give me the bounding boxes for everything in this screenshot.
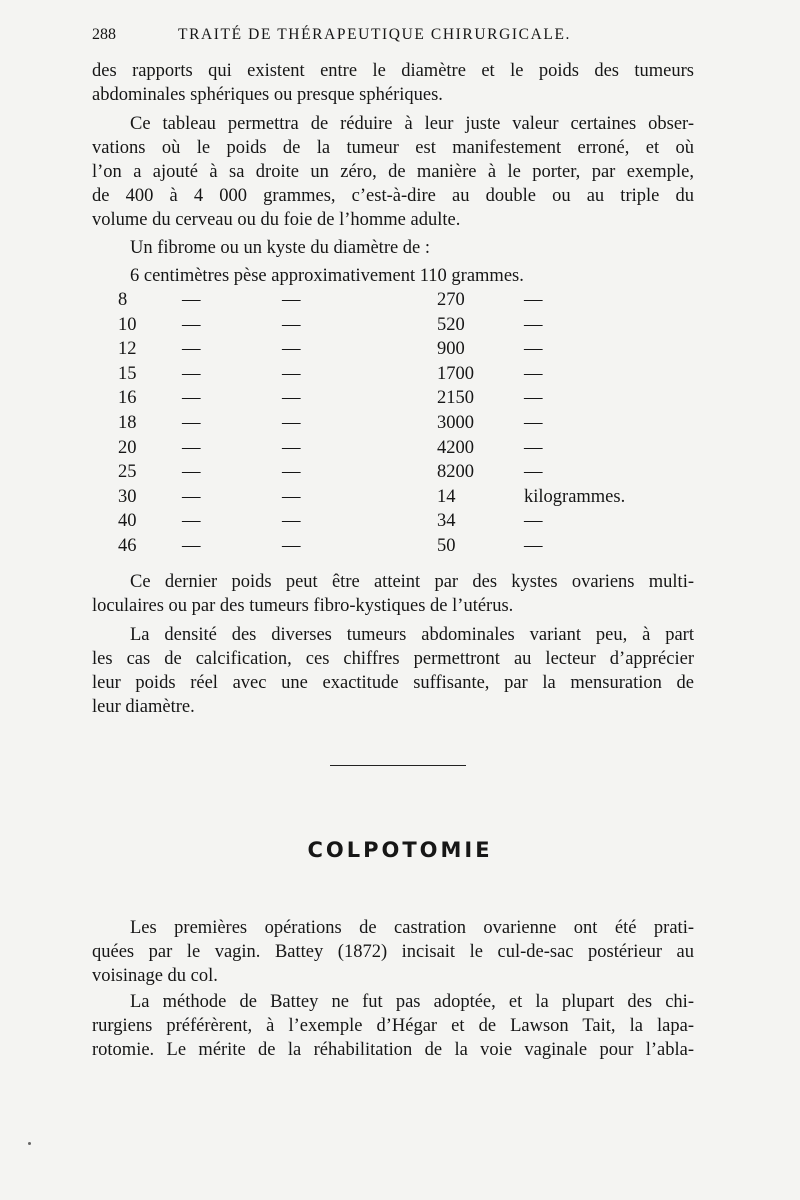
row-weight: 3000 (437, 413, 474, 433)
row-unit: kilogrammes. (524, 486, 626, 507)
text-line: de 400 à 4 000 grammes, c’est-à-dire au double ou au triple du (92, 186, 694, 206)
text-line: l’on a ajouté à sa droite un zéro, de manière à le porter, par exemple, (92, 162, 694, 182)
table-intro (92, 236, 694, 260)
row-dash: — (182, 511, 201, 532)
row-diameter: 10 (118, 314, 137, 335)
table-row (92, 511, 692, 535)
row-unit: — (524, 363, 543, 384)
row-dash: — (182, 437, 201, 458)
row-unit: — (524, 339, 543, 360)
text-line: quées par le vagin. Battey (1872) incisait le cul-de-sac postérieur au (92, 942, 694, 962)
row-dash: — (282, 388, 301, 409)
row-dash: — (282, 462, 301, 483)
row-weight: 50 (437, 536, 456, 556)
row-unit: — (524, 388, 543, 409)
paragraph-battey-method (92, 990, 694, 1062)
row-diameter: 12 (118, 339, 137, 360)
row-dash: — (182, 314, 201, 335)
row-weight: 4200 (437, 437, 474, 458)
running-header (92, 26, 692, 46)
row-dash: — (182, 339, 201, 360)
row-diameter: 25 (118, 462, 137, 483)
paragraph-table-purpose (92, 112, 694, 232)
section-heading: COLPOTOMIE (307, 838, 493, 862)
row-diameter: 16 (118, 388, 137, 409)
row-unit: — (524, 437, 543, 458)
row-dash: — (282, 339, 301, 360)
row-unit: — (524, 290, 543, 310)
row-weight: 270 (437, 290, 465, 310)
table-row (92, 339, 692, 363)
paragraph-castration (92, 916, 694, 988)
text-line: rotomie. Le mérite de la réhabilitation de la voie vaginale pour l’abla- (92, 1040, 694, 1060)
row-dash: — (282, 511, 301, 532)
page-number: 288 (92, 26, 116, 43)
row-weight: 900 (437, 339, 465, 360)
table-row (92, 315, 692, 339)
row-dash: — (182, 486, 201, 507)
row-unit: — (524, 462, 543, 483)
row-weight: 2150 (437, 388, 474, 409)
table-row (92, 388, 692, 412)
row-dash: — (182, 536, 201, 556)
row-dash: — (182, 363, 201, 384)
row-dash: — (182, 290, 201, 310)
text-line: Les premières opérations de castration ovarienne ont été prati- (130, 918, 694, 938)
row-dash: — (282, 536, 301, 556)
table-row (92, 462, 692, 486)
row-diameter: 20 (118, 437, 137, 458)
row-weight: 14 (437, 486, 456, 507)
row-diameter: 40 (118, 511, 137, 532)
row-unit: — (524, 536, 543, 556)
row-dash: — (282, 413, 301, 433)
row-weight: 8200 (437, 462, 474, 483)
text-line: voisinage du col. (92, 966, 218, 986)
table-row (92, 413, 692, 437)
row-dash: — (282, 437, 301, 458)
text-line: Ce tableau permettra de réduire à leur juste valeur certaines obser- (130, 114, 694, 134)
row-dash: — (282, 486, 301, 507)
section-divider (330, 765, 466, 766)
row-diameter: 46 (118, 536, 137, 556)
row-diameter: 30 (118, 486, 137, 507)
text-line: rurgiens préférèrent, à l’exemple d’Hégar et de Lawson Tait, la lapa- (92, 1016, 694, 1036)
text-line: La méthode de Battey ne fut pas adoptée, et la plupart des chi- (130, 992, 694, 1012)
row-dash: — (282, 363, 301, 384)
text-line: loculaires ou par des tumeurs fibro-kystiques de l’utérus. (92, 596, 514, 616)
row-diameter: 8 (118, 290, 128, 310)
row-dash: — (282, 314, 301, 335)
table-row (92, 536, 692, 560)
paper-speck (28, 1142, 31, 1145)
table-row (92, 438, 692, 462)
intro-paragraph (92, 59, 694, 107)
row-unit: — (524, 314, 543, 335)
row-unit: — (524, 511, 543, 532)
row-unit: — (524, 413, 543, 433)
text-line: La densité des diverses tumeurs abdominales variant peu, à part (130, 625, 694, 645)
row-dash: — (182, 413, 201, 433)
table-row (92, 364, 692, 388)
text-line: Un fibrome ou un kyste du diamètre de : (130, 238, 431, 258)
running-title: TRAITÉ DE THÉRAPEUTIQUE CHIRURGICALE. (178, 26, 571, 43)
row-weight: 1700 (437, 363, 474, 384)
text-line: volume du cerveau ou du foie de l’homme adulte. (92, 210, 461, 230)
text-line: des rapports qui existent entre le diamètre et le poids des tumeurs (92, 61, 694, 81)
paragraph-heaviest (92, 570, 694, 618)
text-line: abdominales sphériques ou presque sphériques. (92, 85, 443, 105)
text-line: vations où le poids de la tumeur est manifestement erroné, et où (92, 138, 694, 158)
table-row (92, 290, 692, 314)
paragraph-density (92, 623, 694, 719)
row-weight: 34 (437, 511, 456, 532)
row-diameter: 15 (118, 363, 137, 384)
text-line: leur diamètre. (92, 697, 195, 717)
text-line: Ce dernier poids peut être atteint par des kystes ovariens multi- (130, 572, 694, 592)
table-caption: 6 centimètres pèse approximativement 110 grammes. (130, 266, 524, 286)
table-row (92, 487, 692, 511)
row-dash: — (282, 290, 301, 310)
row-diameter: 18 (118, 413, 137, 433)
text-line: leur poids réel avec une exactitude suffisante, par la mensuration de (92, 673, 694, 693)
row-dash: — (182, 388, 201, 409)
text-line: les cas de calcification, ces chiffres permettront au lecteur d’apprécier (92, 649, 694, 669)
row-dash: — (182, 462, 201, 483)
row-weight: 520 (437, 314, 465, 335)
